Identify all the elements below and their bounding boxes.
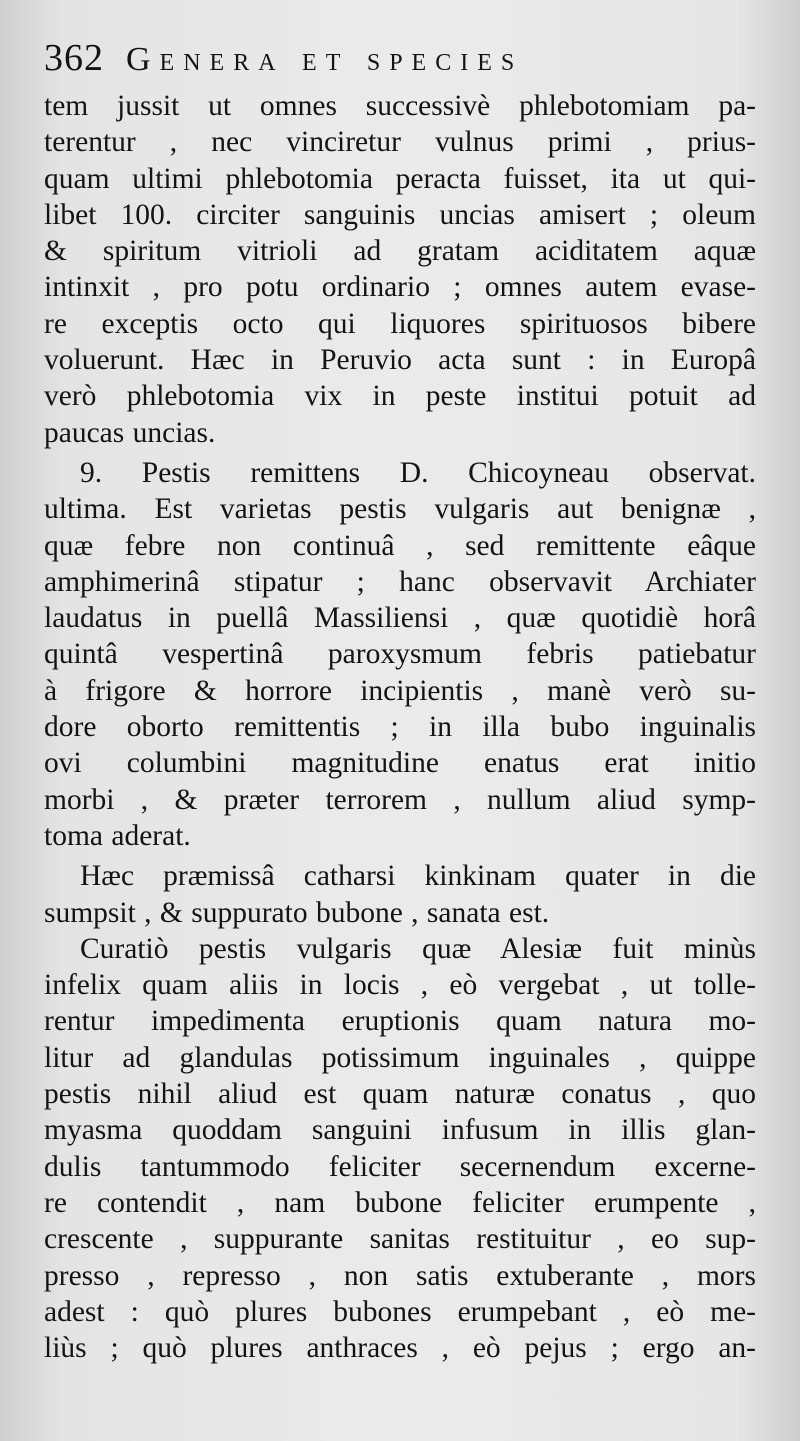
text-line: tem jussit ut omnes successivè phlebotomiam pa- bbox=[44, 90, 756, 122]
text-line: morbi , & præter terrorem , nullum aliud symp- bbox=[44, 783, 756, 816]
text-line: presso , represso , non satis extuberante , mors bbox=[44, 1259, 756, 1292]
text-line: laudatus in puellâ Massiliensi , quæ quotidiè horâ bbox=[44, 602, 756, 635]
running-head bbox=[44, 36, 756, 88]
paragraph-4 bbox=[44, 931, 756, 1367]
text-line: pestis nihil aliud est quam naturæ conatus , quo bbox=[44, 1078, 756, 1111]
text-line: liùs ; quò plures anthraces , eò pejus ; ergo an- bbox=[44, 1332, 756, 1365]
text-line: infelix quam aliis in locis , eò vergebat , ut tolle- bbox=[44, 969, 756, 1002]
text-line: quintâ vespertinâ paroxysmum febris patiebatur bbox=[44, 638, 756, 671]
text-line: toma aderat. bbox=[44, 819, 191, 852]
text-line: dulis tantummodo feliciter secernendum excerne- bbox=[44, 1150, 756, 1183]
text-line: ultima. Est varietas pestis vulgaris aut benignæ , bbox=[44, 493, 756, 526]
text-line: ovi columbini magnitudine enatus erat initio bbox=[44, 747, 756, 780]
text-line: Hæc præmissâ catharsi kinkinam quater in die bbox=[80, 860, 756, 893]
text-line: amphimerinâ stipatur ; hanc observavit Archiater bbox=[44, 565, 756, 598]
text-line: crescente , suppurante sanitas restituitur , eo sup- bbox=[44, 1223, 756, 1256]
text-line: rentur impedimenta eruptionis quam natura mo- bbox=[44, 1005, 756, 1038]
body-text bbox=[44, 88, 756, 1366]
text-line: libet 100. circiter sanguinis uncias amisert ; oleum bbox=[44, 198, 756, 231]
text-line: paucas uncias. bbox=[44, 416, 216, 449]
text-line: dore oborto remittentis ; in illa bubo inguinalis bbox=[44, 711, 756, 744]
running-title: Genera et species bbox=[126, 41, 524, 78]
paragraph-2 bbox=[44, 455, 756, 854]
text-line: voluerunt. Hæc in Peruvio acta sunt : in Europâ bbox=[44, 344, 756, 377]
text-line: quæ febre non continuâ , sed remittente eâque bbox=[44, 529, 756, 562]
text-line: terentur , nec vinciretur vulnus primi , prius- bbox=[44, 126, 756, 159]
paragraph-1 bbox=[44, 88, 756, 451]
text-line: myasma quoddam sanguini infusum in illis glan- bbox=[44, 1114, 756, 1147]
text-line: adest : quò plures bubones erumpebant , eò me- bbox=[44, 1295, 756, 1328]
text-line: 9. Pestis remittens D. Chicoyneau observat. bbox=[80, 456, 756, 489]
text-line: re contendit , nam bubone feliciter erumpente , bbox=[44, 1186, 756, 1219]
text-line: re exceptis octo qui liquores spirituosos bibere bbox=[44, 307, 756, 340]
text-line: quam ultimi phlebotomia peracta fuisset, ita ut qui- bbox=[44, 162, 756, 195]
text-line: & spiritum vitrioli ad gratam aciditatem aquæ bbox=[44, 235, 756, 268]
page-number: 362 bbox=[44, 37, 104, 79]
text-line: Curatiò pestis vulgaris quæ Alesiæ fuit minùs bbox=[80, 932, 756, 965]
text-line: verò phlebotomia vix in peste institui potuit ad bbox=[44, 380, 756, 413]
paragraph-3 bbox=[44, 858, 756, 931]
text-line: litur ad glandulas potissimum inguinales , quippe bbox=[44, 1041, 756, 1074]
text-line: à frigore & horrore incipientis , manè verò su- bbox=[44, 674, 756, 707]
text-line: intinxit , pro potu ordinario ; omnes autem evase- bbox=[44, 271, 756, 304]
text-line: sumpsit , & suppurato bubone , sanata est. bbox=[44, 896, 550, 929]
